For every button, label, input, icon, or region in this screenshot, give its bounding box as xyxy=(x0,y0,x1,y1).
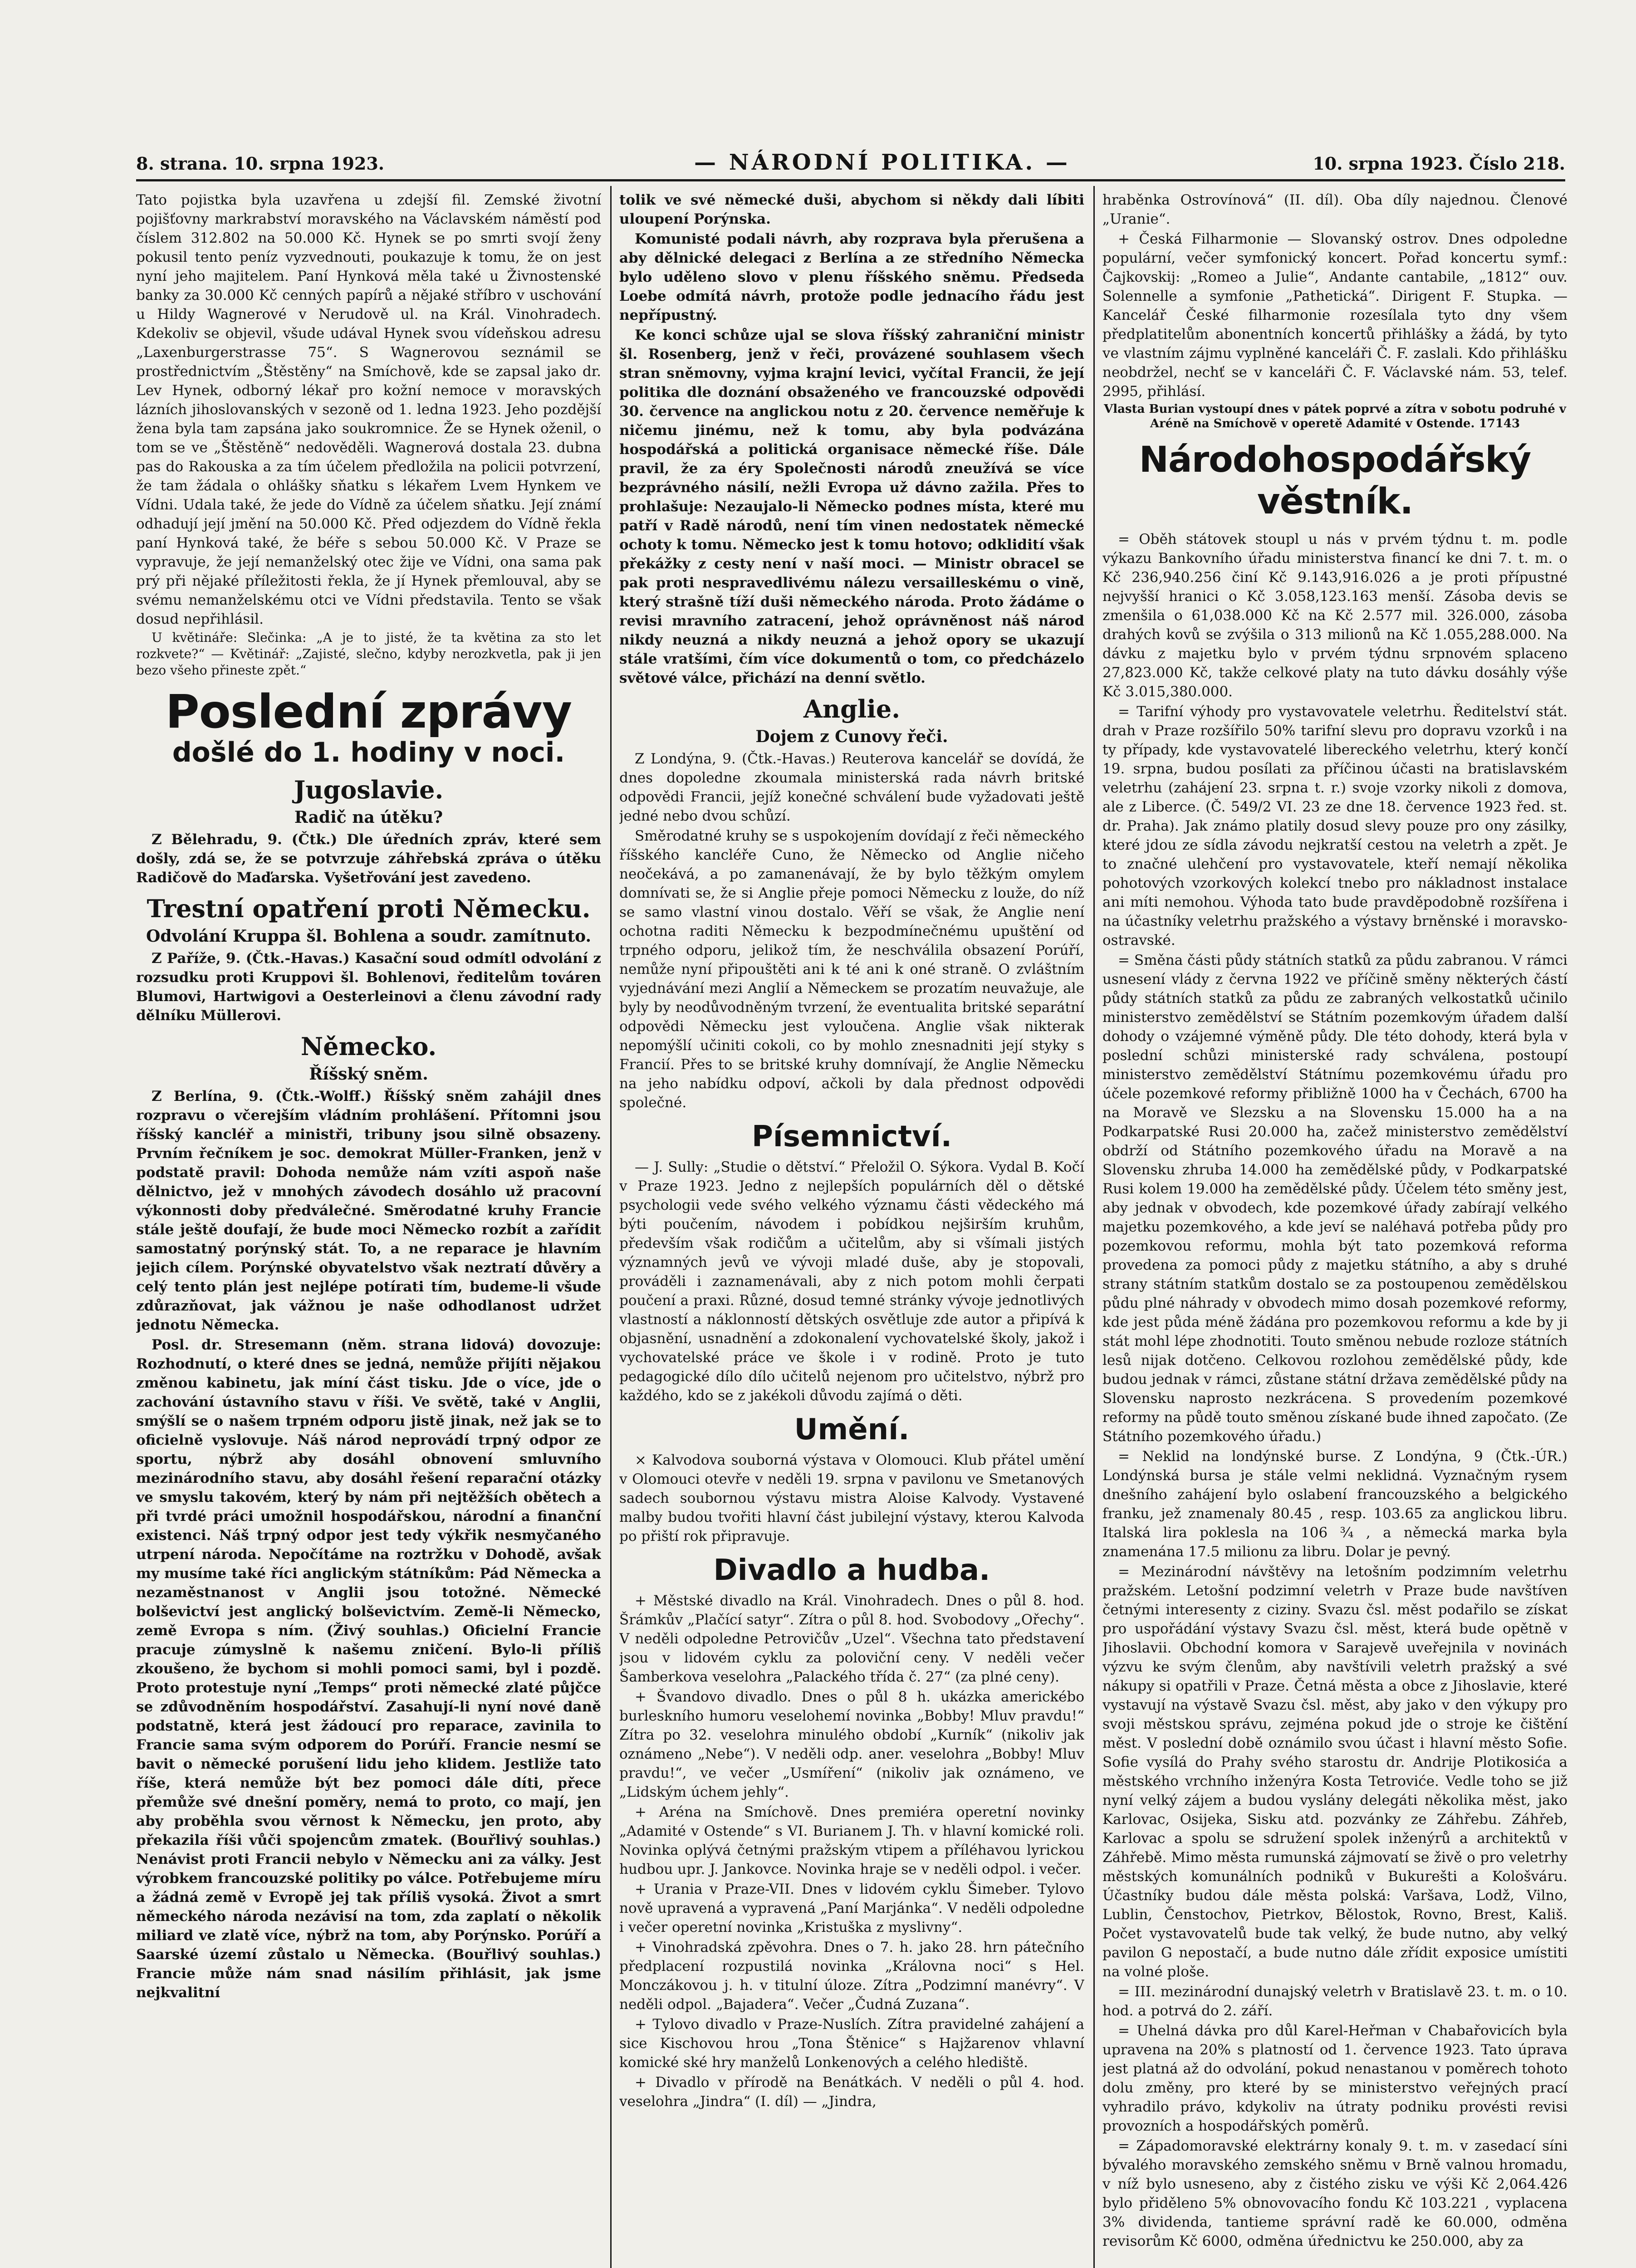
headline-germany: Německo. xyxy=(300,1032,437,1061)
advertisement-notice xyxy=(1102,402,1567,431)
article-text: + Česká Filharmonie — Slovanský ostrov. Dnes odpoledne populární, večer symfonický koncert. Pořad koncertu symf.: Čajkovskij: „Romeo a Julie“, Andante cantabile, „1812“ ouv. Solennelle a symfonie „Pathetická“. Dirigent F. Stupka. — Kancelář České filharmonie rozesílala tyto dny všem předplatitelům abonentních koncertů přihlášky a žádá, by tyto ve vlastním zájmu vyplněné kanceláři Č. F. zaslali. Kdo přihlášku neobdržel, nechť se v kanceláři Č. F. Václavské nám. 53, telef. 2995, přihlásí. xyxy=(1102,231,1567,400)
article-text: Komunisté podali návrh, aby rozprava byla přerušena a aby dělnické delegaci z Berlína a ze středního Německa bylo uděleno slovo v plenu říšského sněmu. Předseda Loebe odmítá návrh, protože podle jednacího řádu jest nepřípustný. xyxy=(619,231,1084,323)
headline-england: Anglie. xyxy=(803,694,901,723)
article-text: Směrodatné kruhy se s uspokojením dovídají z řeči německého říšského kancléře Cuno, že Německo od Anglie ničeho neočekává, a po zamanenávají, že by bylo těžkým omylem domnívati se, že si Anglie přeje pomoci Německu z louže, do níž se samo vlastní vinou dostalo. Věří se však, že Anglie není ochotna raditi Německu k bezpodmínečnému upuštění od trpného odporu, jelikož tím, že neschválila obsazení Porúří, nemůže nyní připouštěti ani k té ani k oné straně. O zvláštním vyjednávání mezi Anglií a Německem se prozatím neuvažuje, ale byly by neodůvodněným tvrzení, že eventualita britské separátní odpovědi Německu jest vyloučena. Anglie však nikterak nepomýšlí učiniti cokoli, co by mohlo znesnadniti její styky s Francií. Přes to se britské kruhy domnívají, že Anglie Německu na jeho nabídku odpoví, ačkoli by dala přednost odpovědi společné. xyxy=(619,828,1084,1111)
article-text: Posl. dr. Stresemann (něm. strana lidová) dovozuje: Rozhodnutí, o které dnes se jedná, nemůže přijíti nějakou změnou kabinetu, jak míní část tisku. Jde o více, jde o zachování ústavního stavu v říši. Ve světě, také v Anglii, smýšlí se o našem trpném odporu jistě jinak, než jak se to oficielně vyslovuje. Náš národ neprovádí trpný odpor ze sportu, nýbrž aby dosáhl obnovení smluvního mezinárodního stavu, aby dosáhl řešení reparační otázky ve smyslu takovém, který by nám při nejtěžších obětech a při tvrdé práci umožnil hospodářskou, národní a finanční existenci. Náš trpný odpor jest tedy výkřik nesmyčaného utrpení národa. Nepočítáme na roztržku v Dohodě, avšak my musíme také říci anglickým státníkům: Pád Německa a nezaměstnanost v Anglii jsou totožné. Německé bolševictví jest anglický bolševictvím. Země-li Německo, země Evropa s ním. (Živý souhlas.) Oficielní Francie pracuje zúmyslně k našemu zničení. Bylo-li příliš zkoušeno, že bychom si mohli pomoci sami, byl i pozdě. Proto protestuje nyní „Temps“ proti německé zlaté půjčce se zdůvodněním hospodářství. Zasahují-li nyní nové daně podstatně, která jest žádoucí pro reparace, zavinila to Francie sama svým odporem do Porúří. Francie nesmí se bavit o německé porušení lidu jeho klidem. Jestliže tato říše, která nemůže být bez pomoci dále díti, přece přemůže své dnešní poměry, nemá to proto, co mají, jen aby proběhla svou věrnost k Německu, jen proto, aby překazila říši vůči spojencům zmatek. (Bouřlivý souhlas.) Nenávist proti Francii nebylo v Německu ani za války. Jest výrobkem francouzské politiky po válce. Potřebujeme míru a žádná země v Evropě jej tak příliš vysoká. Život a smrt německého národa nezávisí na tom, zda zaplatí o několik miliard ve zlatě více, nýbrž na tom, aby Porýnsko. Porúří a Saarské území zůstalo u Německa. (Bouřlivý souhlas.) Francie může nám snad násilím přihlásit, jak jsme nejkvalitní xyxy=(136,1337,601,2001)
notice-code: 17143 xyxy=(1479,417,1520,430)
section-subtitle: došlé do 1. hodiny v noci. xyxy=(172,737,565,768)
column-2 xyxy=(619,191,1084,2268)
article-text: = Uhelná dávka pro důl Karel-Heřman v Chabařovicích byla upravena na 20% s platností od 1. července 1923. Tato úprava jest platná až do odvolání, pokud nenastanou v poměrech tohoto dolu změny, pro které by se ministerstvo veřejných prací vyhradilo právo, kdykoliv na útraty podniku provésti revisi provozních a hospodářských poměrů. xyxy=(1102,2023,1567,2134)
article-text: + Vinohradská zpěvohra. Dnes o 7. h. jako 28. hrn pátečního předplacení rozpustilá novinka „Královna noci“ s Hel. Monczákovou j. h. v titulní úloze. Zítra „Podzimní manévry“. V neděli odpol. „Bajadera“. Večer „Čudná Zuzana“. xyxy=(619,1939,1084,2013)
article-text: tolik ve své německé duši, abychom si někdy dali líbiti uloupení Porýnska. xyxy=(619,192,1084,227)
article-text: = Oběh státovek stoupl u nás v prvém týdnu t. m. podle výkazu Bankovního úřadu ministerstva financí ke dni 7. t. m. o Kč 236,940.256 činí Kč 9.143,916.026 a je proti přípustné nejvyšší hranici o Kč 3.058,123.163 menší. Zásoba devis se zmenšila o 61,038.000 Kč na Kč 2.577 mil. 326.000, zásoba drahých kovů se zvýšila o 313 milionů na Kč 1.055,288.000. Na dávku z majetku bylo v prvém týdnu srpnovém splaceno 27,823.000 Kč, takže celkové platy na tuto dávku dosáhly výše Kč 3.015,380.000. xyxy=(1102,531,1567,700)
article-text: = Směna části půdy státních statků za půdu zabranou. V rámci usnesení vlády z června 1922 ve příčině směny některých částí půdy státních statků za půdu ze zabraných velkostatků učinilo ministerstvo zemědělství se Státním pozemkovým úřadem další dohody o vzájemné výměně půdy. Dle této dohody, která byla v poslední schůzi ministerské rady schválena, postoupí ministerstvo zemědělství Státnímu pozemkovému úřadu pro účele pozemkové reformy přibližně 1000 ha v Čechách, 6700 ha na Moravě ve Slezsku a na Slovensku 15.000 ha a na Podkarpatské Rusi 20.000 ha, začež ministerstvo zemědělství obdrží od Státního pozemkového úřadu na Moravě a na Slovensku zhruba 14.000 ha zemědělské půdy, v Podkarpatské Rusi kolem 19.000 ha zemědělské půdy. Účelem této směny jest, aby jednak v obvodech, kde pozemkové úřady zabírají velkého majetku pozemkového, a kde jeví se naléhavá potřeba půdy pro pozemkovou reformu, mohla být tato pozemková reforma provedena za pomoci půdy z majetku státního, a aby s druhé strany státním statkům dostalo se za postoupenou zemědělskou půdu plné náhrady v obvodech mimo dosah pozemkové reformy, kde jest půda méně žádána pro pozemkovou reformu a kde by ji stát mohl lépe zhodnotiti. Touto směnou nebude rozloze státních lesů nijak dotčeno. Celkovou rozlohou zemědělské půdy, kde budou jednak v rámci, zůstane státní država zemědělské půdy na Slovensku naprosto nezkrácena. S provedením pozemkové reformy na půdě touto směnou získané bude ihned započato. (Ze Státního pozemkového úřadu.) xyxy=(1102,952,1567,1445)
article-text: + Aréna na Smíchově. Dnes premiéra operetní novinky „Adamité v Ostende“ s VI. Burianem J. Th. v hlavní komické roli. Novinka oplývá četnými pražským vtipem a příléhavou lyrickou hudbou upr. J. Jankovce. Novinka hraje se v neděli odpol. i večer. xyxy=(619,1804,1084,1877)
article-text: + Městské divadlo na Král. Vinohradech. Dnes o půl 8. hod. Šrámkův „Plačící satyr“. Zítra o půl 8. hod. Svobodovy „Ořechy“. V neděli odpoledne Petrovičův „Uzel“. Všechna tato představení jsou v lidovém cyklu za poloviční ceny. V neděli večer Šamberkova veselohra „Palackého třída č. 27“ (za plné ceny). xyxy=(619,1593,1084,1685)
column-3 xyxy=(1102,191,1567,2268)
header-rule xyxy=(136,179,1565,181)
joke-text: U květináře: Slečinka: „A je to jisté, že ta květina za sto let rozkvete?“ — Květinář: „Zajisté, slečno, kdyby nerozkvetla, pak ji jen bezo všeho přineste zpět.“ xyxy=(136,630,601,678)
article-text: = Neklid na londýnské burse. Z Londýna, 9 (Čtk.-ÚR.) Londýnská bursa je stále velmi neklidná. Vyznačným rysem dnešního zahájení bylo oslabení francouzského a belgického franku, jež znamenaly 80.45 , resp. 103.65 za anglickou libru. Italská lira poklesla na 106 ¾ , a německá marka byla znamenána 17.5 milionu za libru. Dolar je pevný. xyxy=(1102,1448,1567,1560)
subheadline: Odvolání Kruppa šl. Bohlena a soudr. zamítnuto. xyxy=(146,927,591,946)
article-text: + Divadlo v přírodě na Benátkách. V neděli o půl 4. hod. veselohra „Jindra“ (I. díl) — „Jindra, xyxy=(619,2074,1084,2110)
article-text: = Západomoravské elektrárny konaly 9. t. m. v zasedací síni bývalého moravského zemského sněmu v Brně valnou hromadu, v níž bylo usneseno, aby z čistého zisku ve výši Kč 2,064.426 bylo přiděleno 5% obnovovacího fondu Kč 103.221 , vyplacena 3% dividenda, tantieme správní radě ke 60.000, odměna revisorům Kč 6000, odměna úřednictvu ke 250.000, aby za xyxy=(1102,2138,1567,2249)
column-divider xyxy=(1093,186,1095,2268)
masthead-title: — NÁRODNÍ POLITIKA. — xyxy=(694,150,1070,175)
section-title-literature: Písemnictví. xyxy=(751,1120,952,1154)
article-text: × Kalvodova souborná výstava v Olomouci. Klub přátel umění v Olomouci otevře v neděli 19. srpna v pavilonu ve Smetanových sadech soubornou výstavu mistra Aloise Kalvody. Vystavené malby budou tvořiti hlavní část jubilejní výstavy, kterou Kalvoda po přiští rok připravuje. xyxy=(619,1452,1084,1545)
article-text: — J. Sully: „Studie o dětství.“ Přeložil O. Sýkora. Vydal B. Kočí v Praze 1923. Jedno z nejlepších populárních děl o dětské psychologii vede svého velkého významu části vědeckého má býti poučením, návodem i pobídkou nejširším kruhům, především však rodičům a učitelům, aby si všímali jistých významných jevů ve vývoji mladé duše, aby je stopovali, prováděli i zaznamenávali, aby z nich potom mohli čerpati poučení a praxi. Různé, dosud temné stránky vývoje jednotlivých vlastností a náklonností dětských osvětluje zde autor a připívá k objasnění, usnadnění a zdokonalení vychovatelské školy, jakož i vychovatelské práce ve škole i v rodině. Proto je tuto pedagogické dílo dílo učitelů nejenom pro učitelstvo, nýbrž pro každého, kdo se z jakékoli důvodu zajímá o děti. xyxy=(619,1159,1084,1404)
column-1 xyxy=(136,191,601,2268)
article-text: Ke konci schůze ujal se slova říšský zahraniční ministr šl. Rosenberg, jenž v řeči, provázené souhlasem všech stran sněmovny, vyjma krajní levici, vyčítal Francii, že její politika dle doznání obsaženého ve francouzské odpovědi 30. července na anglickou notu z 20. července neměřuje k ničemu jinému, než k tomu, aby byla podvázána hospodářská a politická organisace německé říše. Dále pravil, že za éry Společnosti národů zneužívá se více bezprávného násilí, nežli Evropa už dávno zažila. Přes to prohlašuje: Nezaujalo-li Německo podnes místa, které mu patří v Radě národů, není tím vinen nedostatek německé ochoty k tomu. Německo jest k tomu hotovo; odklidití však překážky z cesty není v naší moci. — Ministr obracel se pak proti nespravedlivému nálezu versailleskému o vině, který strašně tíží duši německého národa. Proto žádáme o revisi mravního zatracení, jehož oprávněnost náš národ nikdy neuzná a nikdy neuzná a jehož opory se ukazují stále vratšími, čím více dokumentů o tom, co předcházelo světové válce, přichází na denní světlo. xyxy=(619,327,1084,686)
article-text: Tato pojistka byla uzavřena u zdejší fil. Zemské životní pojišťovny markrabství moravského na Václavském náměstí pod číslem 312.802 na 50.000 Kč. Hynek se po smrti svojí ženy pokusil tento peníz vyzvednouti, poukazuje k tomu, že on jest nyní jeho majitelem. Paní Hynková měla také u Živnostenské banky za 30.000 Kč cenných papírů a nějaké stříbro v uschování u Hildy Wagnerové v Nerudově ul. na Král. Vinohradech. Kdekoliv se objevil, všude udával Hynek svou vídeňskou adresu „Laxenburgerstrasse 75“. S Wagnerovou seznámil se prostřednictvím „Štěstěny“ na Smíchově, kde se zapsal jako dr. Lev Hynek, odborný lékař pro kožní nemoce v moravských lázních jihoslovanských v sezoně od 1. ledna 1923. Jeho pozdější žena byla tam zapsána jako soukromnice. Že se Hynek oženil, o tom se ve „Štěstěně“ nedověděli. Wagnerová dostala 23. dubna pas do Rakouska a za tím účelem předložila na policii potvrzení, že tam žádala o ohlášky sňatku s lékařem Lvem Hynkem ve Vídni. Udala také, že jede do Vídně za účelem sňatku. Její známí odhadují její jmění na 50.000 Kč. Před odjezdem do Vídně řekla paní Hynková také, že béře s sebou 50.000 Kč. V Praze se vypravuje, že její nemanželský otec žije ve Vídni, ona sama pak prý při nějaké příležitosti řekla, že jí Hynek přemlouval, aby se svému nemanželskému otci ve Vídni představila. Tento se však dosud nepřihlásil. xyxy=(136,192,601,627)
subheadline: Dojem z Cunovy řeči. xyxy=(755,727,948,746)
article-text: + Tylovo divadlo v Praze-Nuslích. Zítra pravidelné zahájení a sice Kischovou hrou „Tona Štěnice“ s Hajžarenov vhlavní komické ské hry manželů Lonkenových a celého hlediště. xyxy=(619,2016,1084,2071)
subheadline: Radič na útěku? xyxy=(294,808,443,827)
section-title-art: Umění. xyxy=(794,1413,910,1447)
subheadline: Říšský sněm. xyxy=(309,1065,428,1084)
section-title-theatre-music: Divadlo a hudba. xyxy=(713,1554,990,1587)
article-text: = Mezinárodní návštěvy na letošním podzimním veletrhu pražském. Letošní podzimní veletrh v Praze bude navštíven četnými interesenty z ciziny. Svazu čsl. měst podařilo se získat pro uspořádání výstavy Svazu čsl. měst, která bude opětně v Jihoslavii. Obchodní komora v Sarajevě uveřejnila v novinách výzvu ke svým členům, aby navštívili veletrh pražský a své nákupy si opatřili v Praze. Četná města a obce z Jihoslavie, které vystavují na výstavě Svazu čsl. měst, aby jako v den výkupy pro svoji městskou správu, zejména pokud jde o stroje ke čištění měst. V poslední době oznámilo svou účast i hlavní město Sofie. Sofie vysílá do Prahy svého starostu dr. Andrije Plotikosića a městského vrchního inženýra Kosta Tetroviće. Vedle toho se již nyní velký zájem a budou vyslány delegáti několika měst, jako Karlovac, Osijeka, Sisku atd. pozvánky ze Záhřebu. Záhřeb, Karlovac a spolu se sdružení spolek inženýrů a architektů v Záhřebě. Mimo města rumunská zájmovatí se živě o pro veletrhy městských komunálních podniků v Bukurešti a Kološváru. Účastníky budou dále města polská: Varšava, Lodž, Vilno, Lublin, Čenstochov, Pietrkov, Bělostok, Rovno, Brest, Kališ. Počet vystavovatelů bude tak velký, že bude nutno, aby velký pavilon G nepostačí, a bude nutno dále zřídit exposice umístiti na volné ploše. xyxy=(1102,1564,1567,1980)
article-text: Z Bělehradu, 9. (Čtk.) Dle úředních zpráv, které sem došly, zdá se, že se potvrzuje záhřebská zpráva o útěku Radičově do Maďarska. Vyšetřování jest zavedeno. xyxy=(136,831,601,886)
article-text: = III. mezinárodní dunajský veletrh v Bratislavě 23. t. m. o 10. hod. a potrvá do 2. září. xyxy=(1102,1984,1567,2019)
section-title-economy: Národohospodářský věstník. xyxy=(1139,440,1531,522)
header-page-date: 8. strana. 10. srpna 1923. xyxy=(136,153,384,174)
article-text: hraběnka Ostrovínová“ (II. díl). Oba díly najednou. Členové „Uranie“. xyxy=(1102,192,1567,227)
article-text: Z Paříže, 9. (Čtk.-Havas.) Kasační soud odmítl odvolání z rozsudku proti Kruppovi šl. Bohlenovi, ředitelům továren Blumovi, Hartwigovi a Oesterleinovi a členu závodní rady dělníku Müllerovi. xyxy=(136,950,601,1024)
headline-yugoslavia: Jugoslavie. xyxy=(294,775,444,804)
article-text: Z Berlína, 9. (Čtk.-Wolff.) Říšský sněm zahájil dnes rozpravu o včerejším vládním prohlášení. Přítomni jsou říšský kancléř a ministři, tribuny jsou silně obsazeny. Prvním řečníkem je soc. demokrat Müller-Franken, jenž v podstatě pravil: Dohoda nemůže nám vzíti aspoň naše dělnictvo, jež v mnohých závodech dosáhlo už pracovní výkonnosti doby předválečné. Směrodatné kruhy Francie stále ještě doufají, že bude moci Německo rozbít a zařídit samostatný porýnský stát. To, a ne reparace je hlavním jejich cílem. Porýnské obyvatelstvo však neztratí důvěry a celý tento plán jest nejlépe potírati tím, budeme-li všude zdůrazňovat, jak vážnou je naše odhodlanost udržet jednotu Německa. xyxy=(136,1088,601,1333)
article-text: + Urania v Praze-VII. Dnes v lidovém cyklu Šimeber. Tylovo nově upravená a vypravená „Paní Marjánka“. V neděli odpoledne i večer operetní novinka „Kristuška z myslivny“. xyxy=(619,1881,1084,1936)
notice-text: Vlasta Burian vystoupí dnes v pátek poprvé a zítra v sobotu podruhé v Aréně na Smíchově v operetě Adamité v Ostende. xyxy=(1104,402,1566,430)
page-header xyxy=(136,150,1565,181)
headline: Trestní opatření proti Německu. xyxy=(147,894,591,923)
header-issue-number: 10. srpna 1923. Číslo 218. xyxy=(1313,153,1565,174)
column-divider xyxy=(610,186,612,2268)
article-text: Z Londýna, 9. (Čtk.-Havas.) Reuterova kancelář se dovídá, že dnes dopoledne zkoumala ministerská rada návrh britské odpovědi Francii, jejíž konečné schválení bude vyžadovati ještě jedné nebo dvou schůzí. xyxy=(619,751,1084,824)
article-text: = Tarifní výhody pro vystavovatele veletrhu. Ředitelství stát. drah v Praze rozšířilo 50% tarifní slevu pro dopravu vzorků i na ty případy, kde vystavovatelé libereckého veletrhu, který končí 19. srpna, budou posílati za příčinou účasti na bratislavském veletrhu (zahájení 23. srpna t. r.) svoje vzorky nikoli z domova, ale z Liberce. (Č. 549/2 VI. 23 ze dne 18. července 1923 řed. st. dr. Praha). Jak známo platily dosud slevy pouze pro ony zásilky, které jdou ze sídla závodu nejkratší cestou na veletrh a zpět. Je to značné ulehčení pro vystavovatele, kteří nemají několika pohotových vzorkových kolekcí tnebo pro nákladnost instalace ani míti nemohou. Výhoda tato bude pravděpodobně rozšířena i na účastníky veletrhu pražského a výstavy brněnské i moravsko-ostravské. xyxy=(1102,704,1567,948)
article-text: + Švandovo divadlo. Dnes o půl 8 h. ukázka americkébo burleskního humoru veselohemí novinka „Bobby! Mluv pravdu!“ Zítra po 32. veselohra minulého období „Kurník“ (nikoliv jak oznámeno „Nebe“). V neděli odp. aner. veselohra „Bobby! Mluv pravdu!“, ve večer „Usmíření“ (nikoliv jak oznámeno, ve „Lidským úchem jehly“. xyxy=(619,1689,1084,1800)
section-title-latest-news: Poslední zprávy xyxy=(165,685,572,739)
